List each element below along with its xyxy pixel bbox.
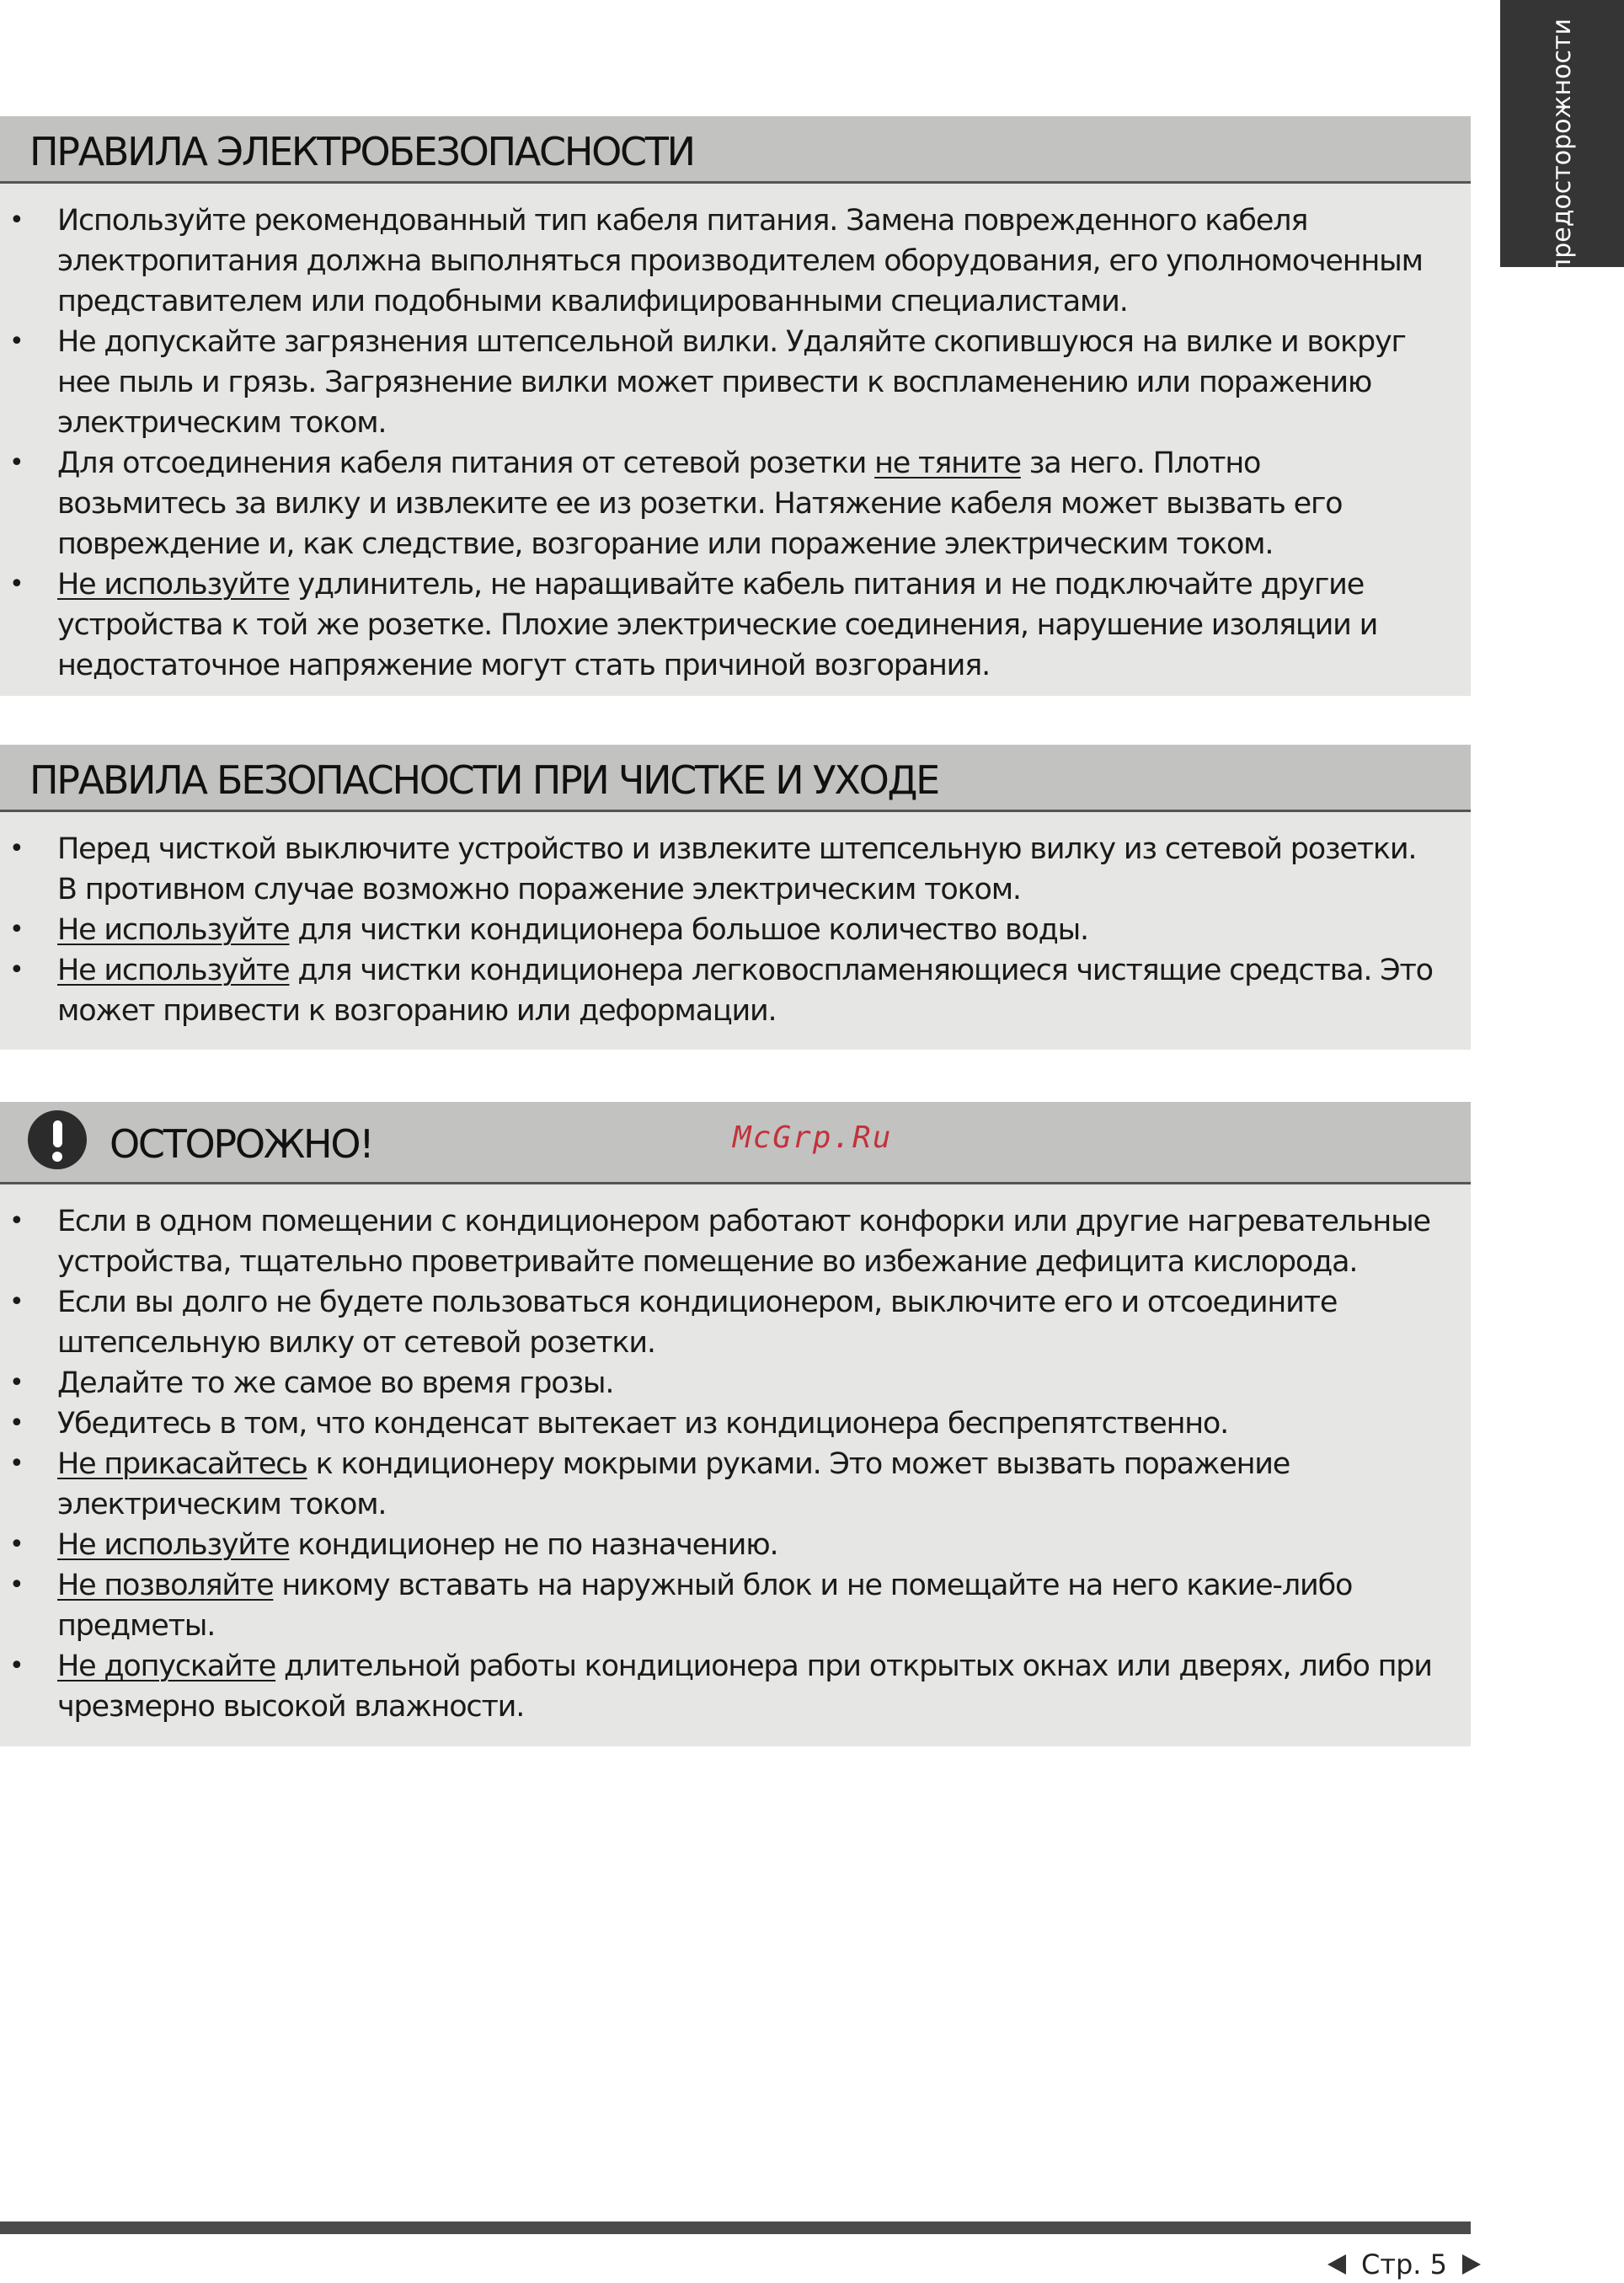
side-tab-label: Меры предосторожности [1547,19,1577,357]
list-item: • Убедитесь в том, что конденсат вытекает из кондиционера беспрепятственно. [0,1403,1471,1444]
page-navigation [1328,2246,1481,2283]
list-item: • Не используйте удлинитель, не наращивайте кабель питания и не подключайте другие устройства к той же розетке. Плохие электрические соединения, нарушение изоляции и недостаточное напряжение могут стать причиной возгорания. [0,564,1471,686]
rules-list [0,184,1471,698]
prev-page-arrow-icon[interactable] [1328,2254,1346,2275]
underlined-emphasis: Не используйте [57,913,290,947]
exclamation-icon [28,1110,87,1169]
list-item: • Не допускайте длительной работы кондиционера при открытых окнах или дверях, либо при чрезмерно высокой влажности. [0,1646,1471,1727]
footer-rule [0,2222,1471,2234]
list-item: • Не используйте кондиционер не по назначению. [0,1525,1471,1565]
list-item: • Не допускайте загрязнения штепсельной вилки. Удаляйте скопившуюся на вилке и вокруг нее пыль и грязь. Загрязнение вилки может привести к воспламенению или поражению электрическим током. [0,322,1471,443]
list-item: • Не позволяйте никому вставать на наружный блок и не помещайте на него какие-либо предметы. [0,1565,1471,1646]
underlined-emphasis: Не позволяйте [57,1569,274,1602]
rules-list [0,812,1471,1043]
section-title: ОСТОРОЖНО! [110,1121,373,1167]
rules-list [0,1184,1471,1739]
list-item: • Не используйте для чистки кондиционера легковоспламеняющиеся чистящие средства. Это может привести к возгоранию или деформации. [0,950,1471,1031]
list-item: • Не прикасайтесь к кондиционеру мокрыми руками. Это может вызвать поражение электрическим током. [0,1444,1471,1525]
section-cleaning-safety [0,745,1471,1050]
underlined-emphasis: Не прикасайтесь [57,1447,307,1481]
section-title: ПРАВИЛА БЕЗОПАСНОСТИ ПРИ ЧИСТКЕ И УХОДЕ [29,757,938,803]
list-item: • Не используйте для чистки кондиционера большое количество воды. [0,910,1471,950]
list-item: • Для отсоединения кабеля питания от сетевой розетки не тяните за него. Плотно возьмитесь за вилку и извлеките ее из розетки. Натяжение кабеля может вызвать его повреждение и, как следствие, возгорание или поражение электрическим током. [0,443,1471,564]
section-title: ПРАВИЛА ЭЛЕКТРОБЕЗОПАСНОСТИ [29,129,694,174]
watermark-text: McGrp.Ru [733,1120,893,1155]
underlined-emphasis: Не используйте [57,954,290,987]
side-section-tab [1500,0,1624,357]
underlined-emphasis: Не допускайте [57,1649,276,1683]
underlined-emphasis: Не используйте [57,1528,290,1562]
list-item: • Если вы долго не будете пользоваться кондиционером, выключите его и отсоедините штепсельную вилку от сетевой розетки. [0,1282,1471,1363]
list-item: • Используйте рекомендованный тип кабеля питания. Замена поврежденного кабеля электропитания должна выполняться производителем оборудования, его уполномоченным представителем или подобными квалифицированными специалистами. [0,200,1471,322]
section-header [0,745,1471,812]
list-item: • Перед чисткой выключите устройство и извлеките штепсельную вилку из сетевой розетки. В противном случае возможно поражение электрическим током. [0,829,1471,910]
list-item: • Делайте то же самое во время грозы. [0,1363,1471,1403]
next-page-arrow-icon[interactable] [1462,2254,1481,2275]
underlined-emphasis: не тяните [874,446,1021,480]
underlined-emphasis: Не используйте [57,568,290,601]
section-header [0,116,1471,184]
section-electrical-safety [0,116,1471,696]
page-number: Стр. 5 [1361,2248,1447,2280]
section-caution [0,1102,1471,1746]
list-item: • Если в одном помещении с кондиционером работают конфорки или другие нагревательные устройства, тщательно проветривайте помещение во избежание дефицита кислорода. [0,1201,1471,1282]
section-header [0,1102,1471,1184]
